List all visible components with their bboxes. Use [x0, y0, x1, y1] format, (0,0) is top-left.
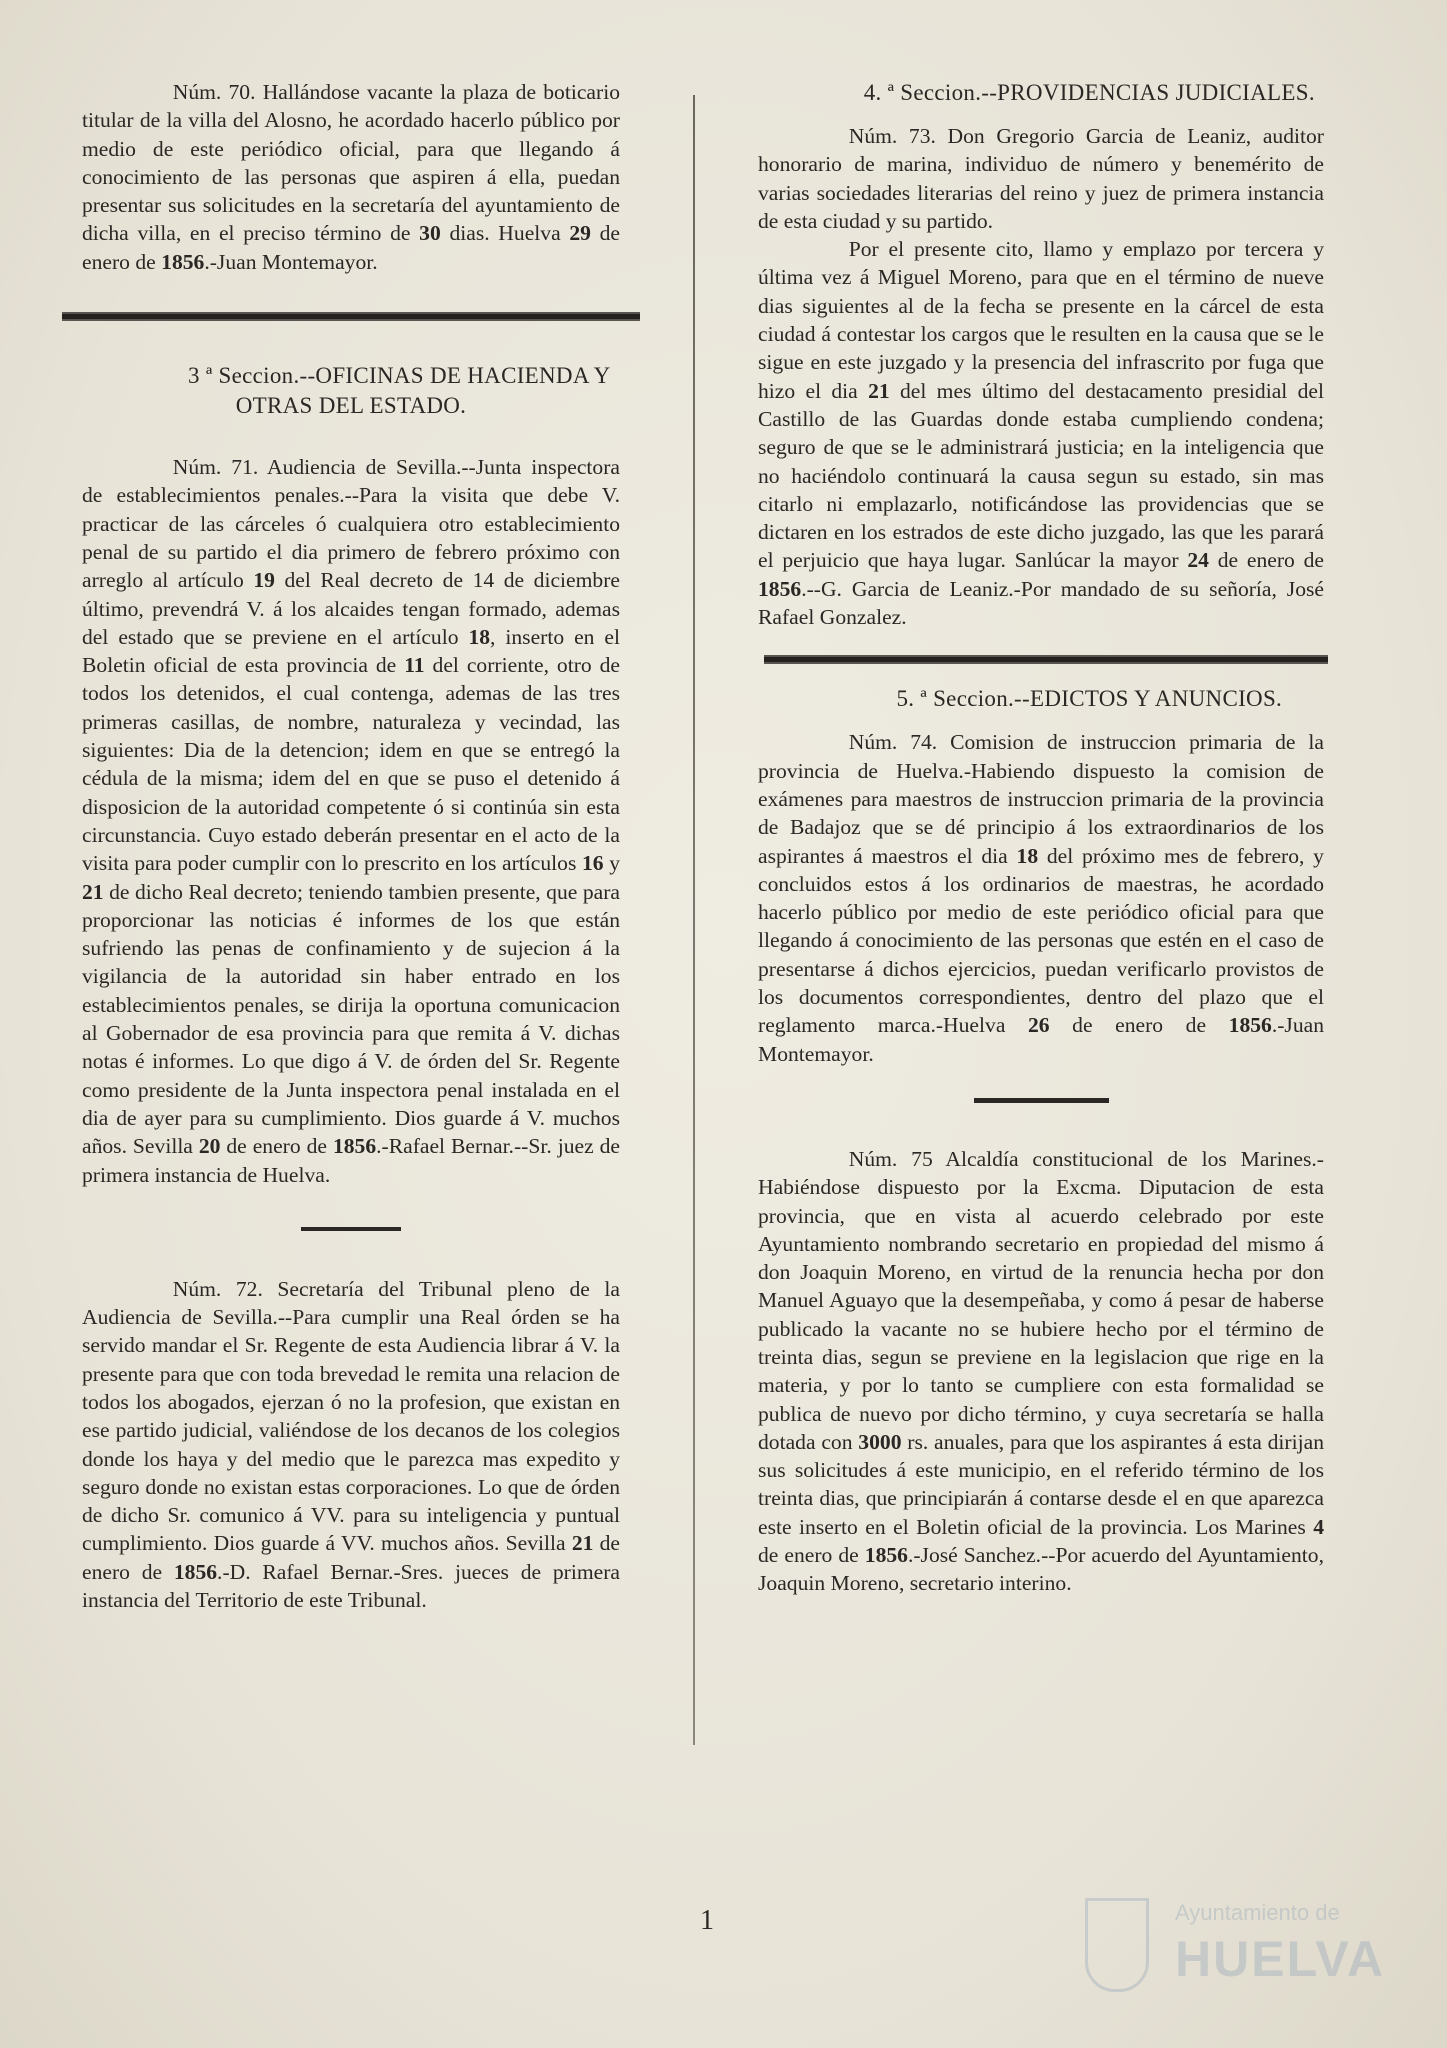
notice-75: Núm. 75 Alcaldía constitucional de los Marines.-Habiéndose dispuesto por la Excma. Diputacion de esta provincia, que en vista al acuerdo celebrado por este Ayuntamiento nombrando secretario en propiedad del mismo á don Joaquin Moreno, en virtud de la renuncia hecha por don Manuel Aguayo que la desempeñaba, y como á pesar de haberse publicado la vacante no se hubiere hecho por el término de treinta dias, segun se previene en la legislacion que rige en la materia, y por lo tanto se cumpliere con esta formalidad se publica de nuevo por dicho término, y cuya secretaría se halla dotada con 3000 rs. anuales, para que los aspirantes á esta dirijan sus solicitudes á este municipio, en el referido término de los treinta dias, que principiarán á contarse desde el en que aparezca este inserto en el Boletin oficial de la provincia. Los Marines 4 de enero de 1856.-José Sanchez.--Por acuerdo del Ayuntamiento, Joaquin Moreno, secretario interino. [758, 1146, 1325, 1596]
left-column [82, 78, 620, 1614]
section-divider [62, 312, 640, 321]
notice-number: Núm. 74. [848, 730, 938, 755]
page-number: 1 [700, 1905, 714, 1936]
coat-of-arms-icon [1085, 1898, 1149, 1992]
notice-73: Núm. 73. Don Gregorio Garcia de Leaniz, auditor honorario de marina, individuo de número y benemérito de varias sociedades literarias del reino y juez de primera instancia de esta ciudad y su partido. [758, 124, 1324, 233]
column-separator [693, 95, 695, 1745]
notice-73-body: Por el presente cito, llamo y emplazo por tercera y última vez á Miguel Moreno, para que en el término de nueve dias siguientes al de la fecha se presente en la cárcel de esta ciudad á contestar los cargos que le resulten en la causa que se le sigue en este juzgado y la presencia del infrascrito por fuga que hizo el dia 21 del mes último del destacamento presidial del Castillo de las Guardas donde estaba cumpliendo condena; seguro de que se le administrará justicia; en la inteligencia que no haciéndolo continuará la causa segun su estado, sin mas citarlo ni emplazarlo, notificándose las providencias que se dictaren en los estrados de este dicho juzgado, las que les parará el perjuicio que haya lugar. Sanlúcar la mayor 24 de enero de 1856.--G. Garcia de Leaniz.-Por mandado de su señoría, José Rafael Gonzalez. [758, 237, 1324, 630]
notice-74: Núm. 74. Comision de instruccion primaria de la provincia de Huelva.-Habiendo dispuesto la comision de exámenes para maestros de instruccion primaria de la provincia de Badajoz que se dé principio á los extraordinarios de los aspirantes á maestros el dia 18 del próximo mes de febrero, y concluidos estos á los ordinarios de maestras, he acordado hacerlo público por medio de este periódico oficial para que llegando á conocimiento de las personas que estén en el caso de presentarse á dichos ejercicios, puedan verificarlo provistos de los documentos correspondientes, dentro del plazo que el reglamento marca.-Huelva 26 de enero de 1856.-Juan Montemayor. [758, 730, 1324, 1066]
notice-72: Núm. 72. Secretaría del Tribunal pleno de la Audiencia de Sevilla.--Para cumplir una Real órden se ha servido mandar el Sr. Regente de esta Audiencia librar á V. la presente para que con toda brevedad le remita una relacion de todos los abogados, ejerzan ó no la profesion, que existan en ese partido judicial, valiéndose de los decanos de los colegios donde los haya y del medio que le parezca mas expedito y seguro donde no existan estas corporaciones. Lo que de órden de dicho Sr. comunico á VV. para su inteligencia y puntual cumplimiento. Dios guarde á VV. muchos años. Sevilla 21 de enero de 1856.-D. Rafael Bernar.-Sres. jueces de primera instancia del Territorio de este Tribunal. [82, 1276, 621, 1613]
right-column [758, 78, 1324, 1598]
notice-number: Núm. 70. [172, 80, 256, 104]
notice-number: Núm. 73. [848, 124, 936, 148]
section-4-heading: 4. ª Seccion.--PROVIDENCIAS JUDICIALES. [863, 80, 1315, 105]
watermark-line1: Ayuntamiento de [1175, 1900, 1340, 1925]
notice-71: Núm. 71. Audiencia de Sevilla.--Junta inspectora de establecimientos penales.--Para la visita que debe V. practicar de las cárceles ó cualquiera otro establecimiento penal de su partido el dia primero de febrero próximo con arreglo al artículo 19 del Real decreto de 14 de diciembre último, prevendrá V. á los alcaides tengan formado, ademas del estado que se previene en el artículo 18, inserto en el Boletin oficial de esta provincia de 11 del corriente, otro de todos los detenidos, el cual contenga, ademas de las tres primeras casillas, de nombre, naturaleza y vecindad, las siguientes: Dia de la detencion; idem en que se entregó la cédula de la misma; idem del en que se puso el detenido á disposicion de la autoridad competente ó si continúa sin esta circunstancia. Cuyo estado deberán presentar en el acto de la visita para poder cumplir con lo prescrito en los artículos 16 y 21 de dicho Real decreto; teniendo tambien presente, que para proporcionar las noticias é informes de los que están sufriendo las penas de confinamiento y de sujecion á la vigilancia de la autoridad sin haber entrado en los establecimientos penales, se dirija la oportuna comunicacion al Gobernador de esa provincia para que remita á V. dichas notas é informes. Lo que digo á V. de órden del Sr. Regente como presidente de la Junta inspectora penal instalada en el dia de ayer para su cumplimiento. Dios guarde á V. muchos años. Sevilla 20 de enero de 1856.-Rafael Bernar.--Sr. juez de primera instancia de Huelva. [82, 455, 621, 1187]
section-5-heading: 5. ª Seccion.--EDICTOS Y ANUNCIOS. [896, 686, 1283, 712]
notice-number: Núm. 75 [848, 1146, 933, 1171]
notice-number: Núm. 72. [172, 1276, 263, 1301]
section-3-heading: 3 ª Seccion.--OFICINAS DE HACIENDA Y OTRAS DEL ESTADO. [188, 363, 611, 419]
section-divider [764, 655, 1328, 664]
notice-70: Núm. 70. Hallándose vacante la plaza de boticario titular de la villa del Alosno, he acordado hacerlo público por medio de este periódico oficial, para que llegando á conocimiento de las personas que aspiren á ella, puedan presentar sus solicitudes en la secretaría del ayuntamiento de dicha villa, en el preciso término de 30 dias. Huelva 29 de enero de 1856.-Juan Montemayor. [82, 80, 620, 274]
archive-watermark [1075, 1890, 1386, 2000]
notice-number: Núm. 71. [172, 455, 259, 480]
watermark-line2: HUELVA [1175, 1931, 1386, 1987]
